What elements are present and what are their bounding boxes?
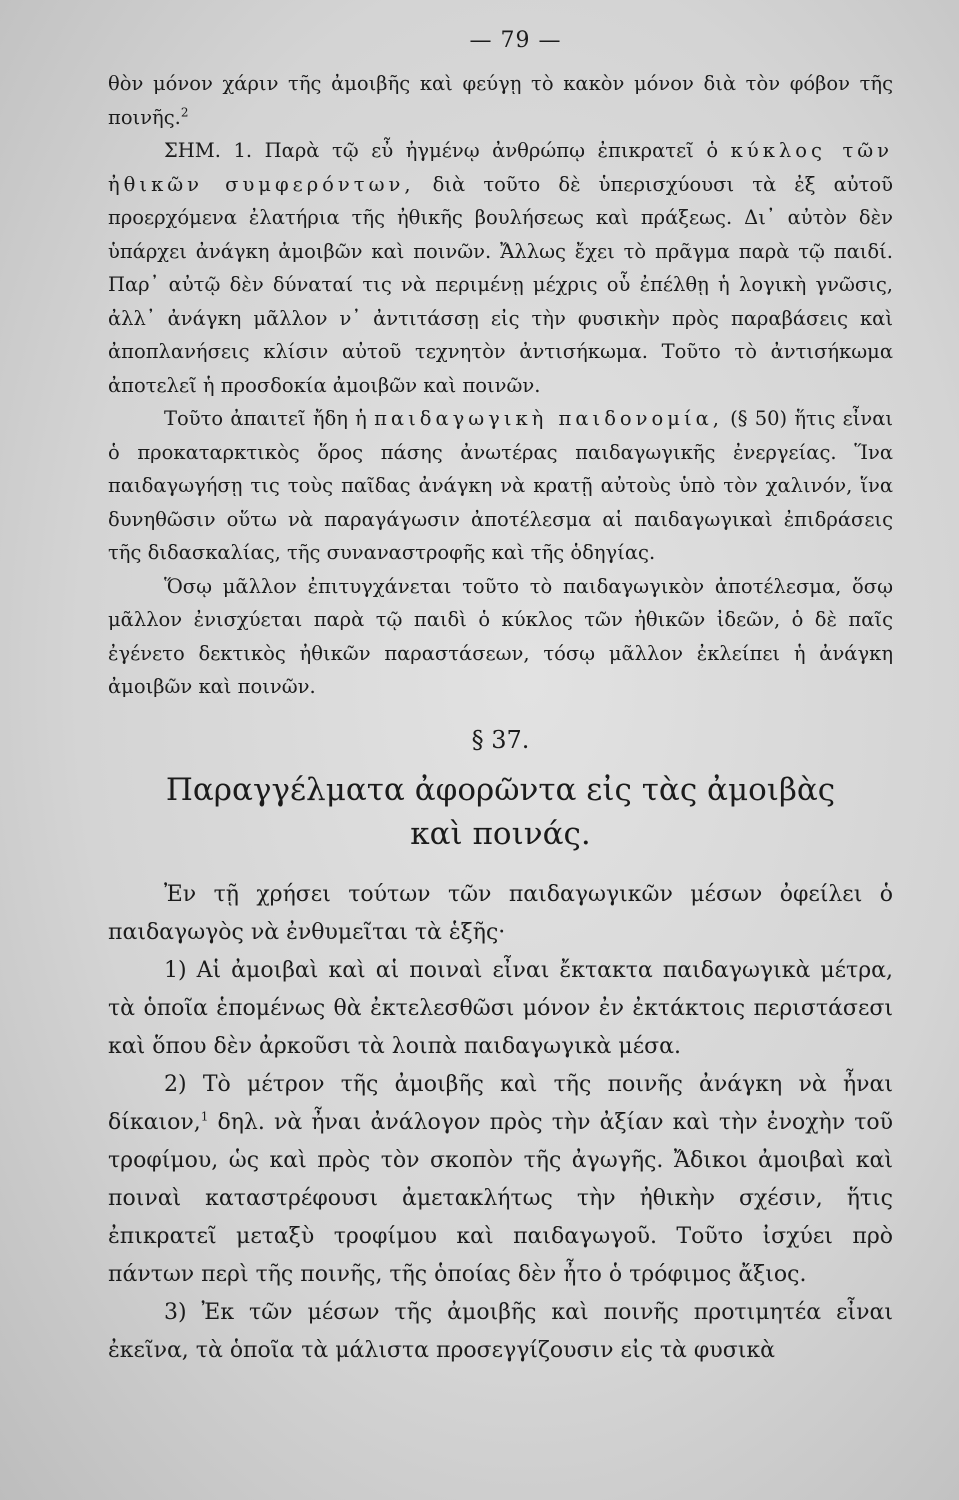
effect-paragraph: Ὅσῳ μᾶλλον ἐπιτυγχάνεται τοῦτο τὸ παιδαγωγικὸν ἀποτέλεσμα, ὅσῳ μᾶλλον ἐνισχύεται παρὰ τῷ παιδὶ ὁ κύκλος τῶν ἠθικῶν ἰδεῶν, ὁ δὲ παῖς ἐγένετο δεκτικὸς ἠθικῶν παραστάσεων, τόσῳ μᾶλλον ἐκλείπει ἡ ἀνάγκη ἀμοιβῶν καὶ ποινῶν. (108, 574, 893, 698)
note-label: ΣΗΜ. 1. (164, 139, 253, 162)
note-text-rest: διὰ τοῦτο δὲ ὑπερισχύουσι τὰ ἐξ αὐτοῦ προερχόμενα ἐλατήρια τῆς ἠθικῆς βουλήσεως καὶ πράξεως. Δι᾿ αὐτὸν δὲν ὑπάρχει ἀνάγκη ἀμοιβῶν καὶ ποινῶν. Ἄλλως ἔχει τὸ πρᾶγμα παρὰ τῷ παιδί. Παρ᾿ αὐτῷ δὲν δύναταί τις νὰ περιμένῃ μέχρις οὗ ἐπέλθῃ ἡ λογικὴ γνῶσις, ἀλλ᾿ ἀνάγκη μᾶλλον ν᾿ ἀντιτάσσῃ εἰς τὴν φυσικὴν πρὸς παραβάσεις καὶ ἀποπλανήσεις κλίσιν αὐτοῦ τεχνητὸν ἀντισήκωμα. Τοῦτο τὸ ἀντισήκωμα ἀποτελεῖ ἡ προσδοκία ἀμοιβῶν καὶ ποινῶν. (108, 172, 894, 397)
para2-text-start: Τοῦτο ἀπαιτεῖ ἤδη ἡ (164, 407, 367, 430)
rule-item-2 (108, 1066, 893, 1294)
para2-text-rest: (§ 50) ἥτις εἶναι ὁ προκαταρκτικὸς ὅρος πάσης ἀνωτέρας παιδαγωγικῆς ἐνεργείας. Ἵνα παιδαγωγήσῃ τις τοὺς παῖδας ἀνάγκη νὰ κρατῇ αὐτοὺς ὑπὸ τὸν χαλινόν, ἵνα δυνηθῶσιν οὕτω νὰ παραγάγωσιν ἀποτέλεσμα αἱ παιδαγωγικαὶ ἐπιδράσεις τῆς διδασκαλίας, τῆς συναναστροφῆς καὶ τῆς ὁδηγίας. (108, 407, 894, 564)
rule-2-text-rest: δηλ. νὰ ἦναι ἀνάλογον πρὸς τὴν ἀξίαν καὶ τὴν ἐνοχὴν τοῦ τροφίμου, ὡς καὶ πρὸς τὸν σκοπὸν τῆς ἀγωγῆς. Ἄδικοι ἀμοιβαὶ καὶ ποιναὶ καταστρέφουσι ἀμετακλήτως τὴν ἠθικὴν σχέσιν, ἥτις ἐπικρατεῖ μεταξὺ τροφίμου καὶ παιδαγωγοῦ. Τοῦτο ἰσχύει πρὸ πάντων περὶ τῆς ποινῆς, τῆς ὁποίας δὲν ἦτο ὁ τρόφιμος ἄξιος. (108, 1109, 893, 1287)
section-number: § 37. (471, 725, 530, 754)
note-text-start: Παρὰ τῷ εὖ ἠγμένῳ ἀνθρώπῳ ἐπικρατεῖ ὁ (264, 139, 719, 162)
heading-line-2: καὶ ποινάς. (410, 815, 591, 852)
lower-text-block (108, 876, 893, 1370)
continuation-paragraph (108, 67, 893, 134)
footnote-marker: 2 (180, 105, 189, 119)
upper-text-block (108, 67, 893, 704)
para2-spaced-phrase: παιδαγωγικὴ παιδονομία, (374, 407, 723, 430)
paideonomia-paragraph (108, 402, 893, 570)
continuation-text: θὸν μόνον χάριν τῆς ἀμοιβῆς καὶ φεύγῃ τὸ κακὸν μόνον διὰ τὸν φόβον τῆς ποινῆς. (108, 72, 893, 129)
page-number: — 79 — (469, 28, 562, 53)
heading-line-1: Παραγγέλματα ἀφορῶντα εἰς τὰς ἀμοιβὰς (165, 771, 836, 808)
rule-item-1: 1) Αἱ ἀμοιβαὶ καὶ αἱ ποιναὶ εἶναι ἔκτακτα παιδαγωγικὰ μέτρα, τὰ ὁποῖα ἑπομένως θὰ ἐκτελεσθῶσι μόνον ἐν ἐκτάκτοις περιστάσεσι καὶ ὅπου δὲν ἀρκοῦσι τὰ λοιπὰ παιδαγωγικὰ μέσα. (108, 957, 893, 1059)
footnote-marker-2: 1 (200, 1109, 209, 1124)
intro-paragraph: Ἐν τῇ χρήσει τούτων τῶν παιδαγωγικῶν μέσων ὀφείλει ὁ παιδαγωγὸς νὰ ἐνθυμεῖται τὰ ἑξῆς· (108, 881, 893, 945)
section-heading (108, 768, 893, 856)
rule-2-text-start: 2) Τὸ μέτρον τῆς ἀμοιβῆς καὶ τῆς ποινῆς ἀνάγκη νὰ ἦναι δίκαιον, (108, 1071, 893, 1135)
note-paragraph (108, 134, 893, 402)
rule-item-3: 3) Ἐκ τῶν μέσων τῆς ἀμοιβῆς καὶ ποινῆς προτιμητέα εἶναι ἐκεῖνα, τὰ ὁποῖα τὰ μάλιστα προσεγγίζουσιν εἰς τὰ φυσικὰ (108, 1299, 893, 1363)
note-spaced-phrase: κύκλος τῶν ἠθικῶν συμφερόντων, (108, 139, 893, 196)
